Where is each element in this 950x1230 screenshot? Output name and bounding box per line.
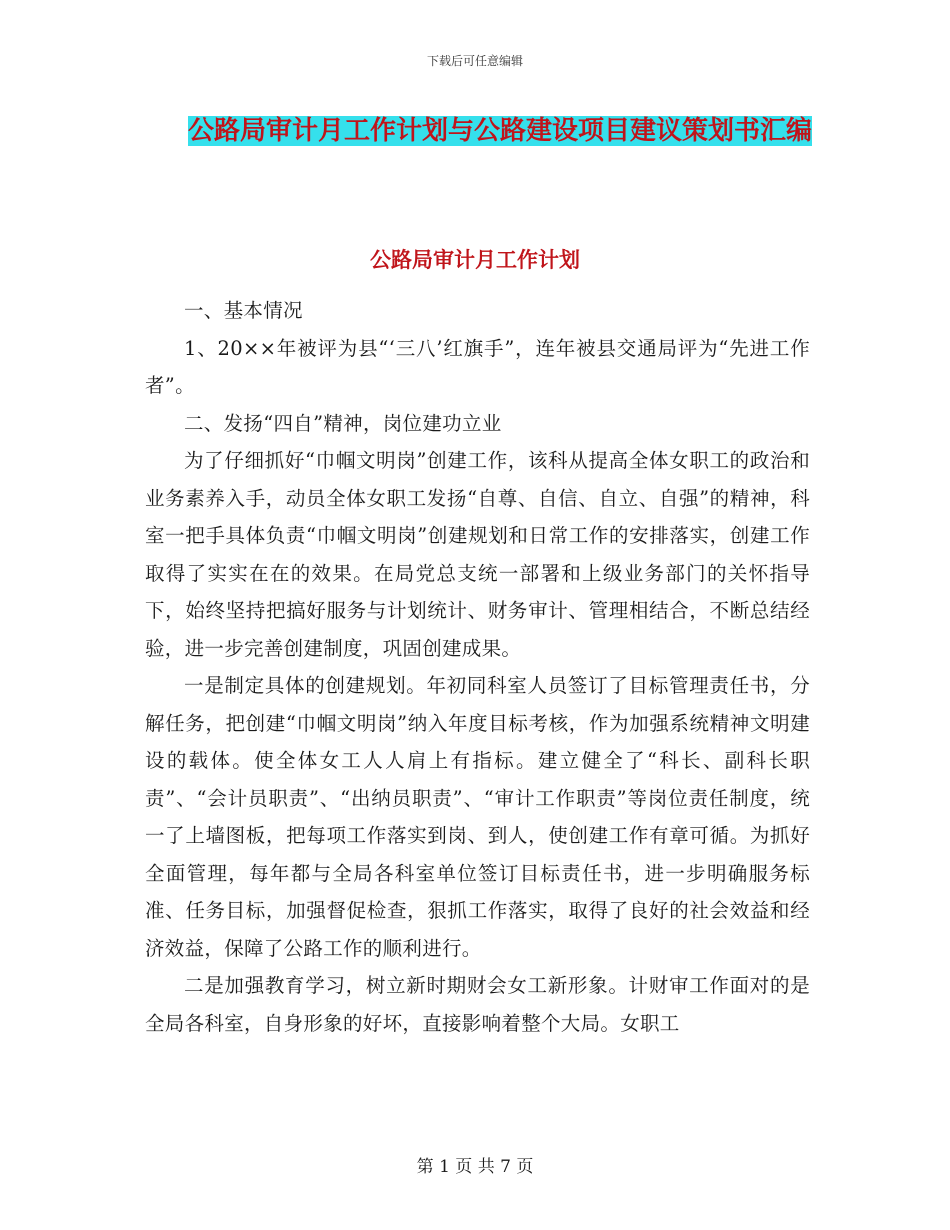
- section-title: 公路局审计月工作计划: [370, 247, 580, 272]
- document-title: [150, 108, 850, 154]
- paragraph: 二、发扬“四自”精神，岗位建功立业: [184, 411, 502, 435]
- document-body: [145, 292, 810, 1042]
- paragraph: 1、20××年被评为县“‘三八’红旗手”，连年被县交通局评为“先进工作者”。: [145, 336, 810, 397]
- page-header-note: 下载后可任意编辑: [426, 54, 523, 68]
- paragraph: 二是加强教育学习，树立新时期财会女工新形象。计财审工作面对的是全局各科室，自身形象的好坏，直接影响着整个大局。女职工: [145, 974, 810, 1035]
- document-title-text: 公路局审计月工作计划与公路建设项目建议策划书汇编: [187, 116, 812, 146]
- paragraph: 一是制定具体的创建规划。年初同科室人员签订了目标管理责任书，分解任务，把创建“巾帼文明岗”纳入年度目标考核，作为加强系统精神文明建设的载体。使全体女工人人肩上有指标。建立健全了“科长、副科长职责”、“会计员职责”、“出纳员职责”、“审计工作职责”等岗位责任制度，统一了上墙图板，把每项工作落实到岗、到人，使创建工作有章可循。为抓好全面管理，每年都与全局各科室单位签订目标责任书，进一步明确服务标准、任务目标，加强督促检查，狠抓工作落实，取得了良好的社会效益和经济效益，保障了公路工作的顺利进行。: [145, 674, 810, 960]
- paragraph: 为了仔细抓好“巾帼文明岗”创建工作，该科从提高全体女职工的政治和业务素养入手，动员全体女职工发扬“自尊、自信、自立、自强”的精神，科室一把手具体负责“巾帼文明岗”创建规划和日常工作的安排落实，创建工作取得了实实在在的效果。在局党总支统一部署和上级业务部门的关怀指导下，始终坚持把搞好服务与计划统计、财务审计、管理相结合，不断总结经验，进一步完善创建制度，巩固创建成果。: [145, 449, 810, 660]
- paragraph: 一、基本情况: [184, 299, 303, 322]
- page-number: 第 1 页 共 7 页: [416, 1157, 534, 1177]
